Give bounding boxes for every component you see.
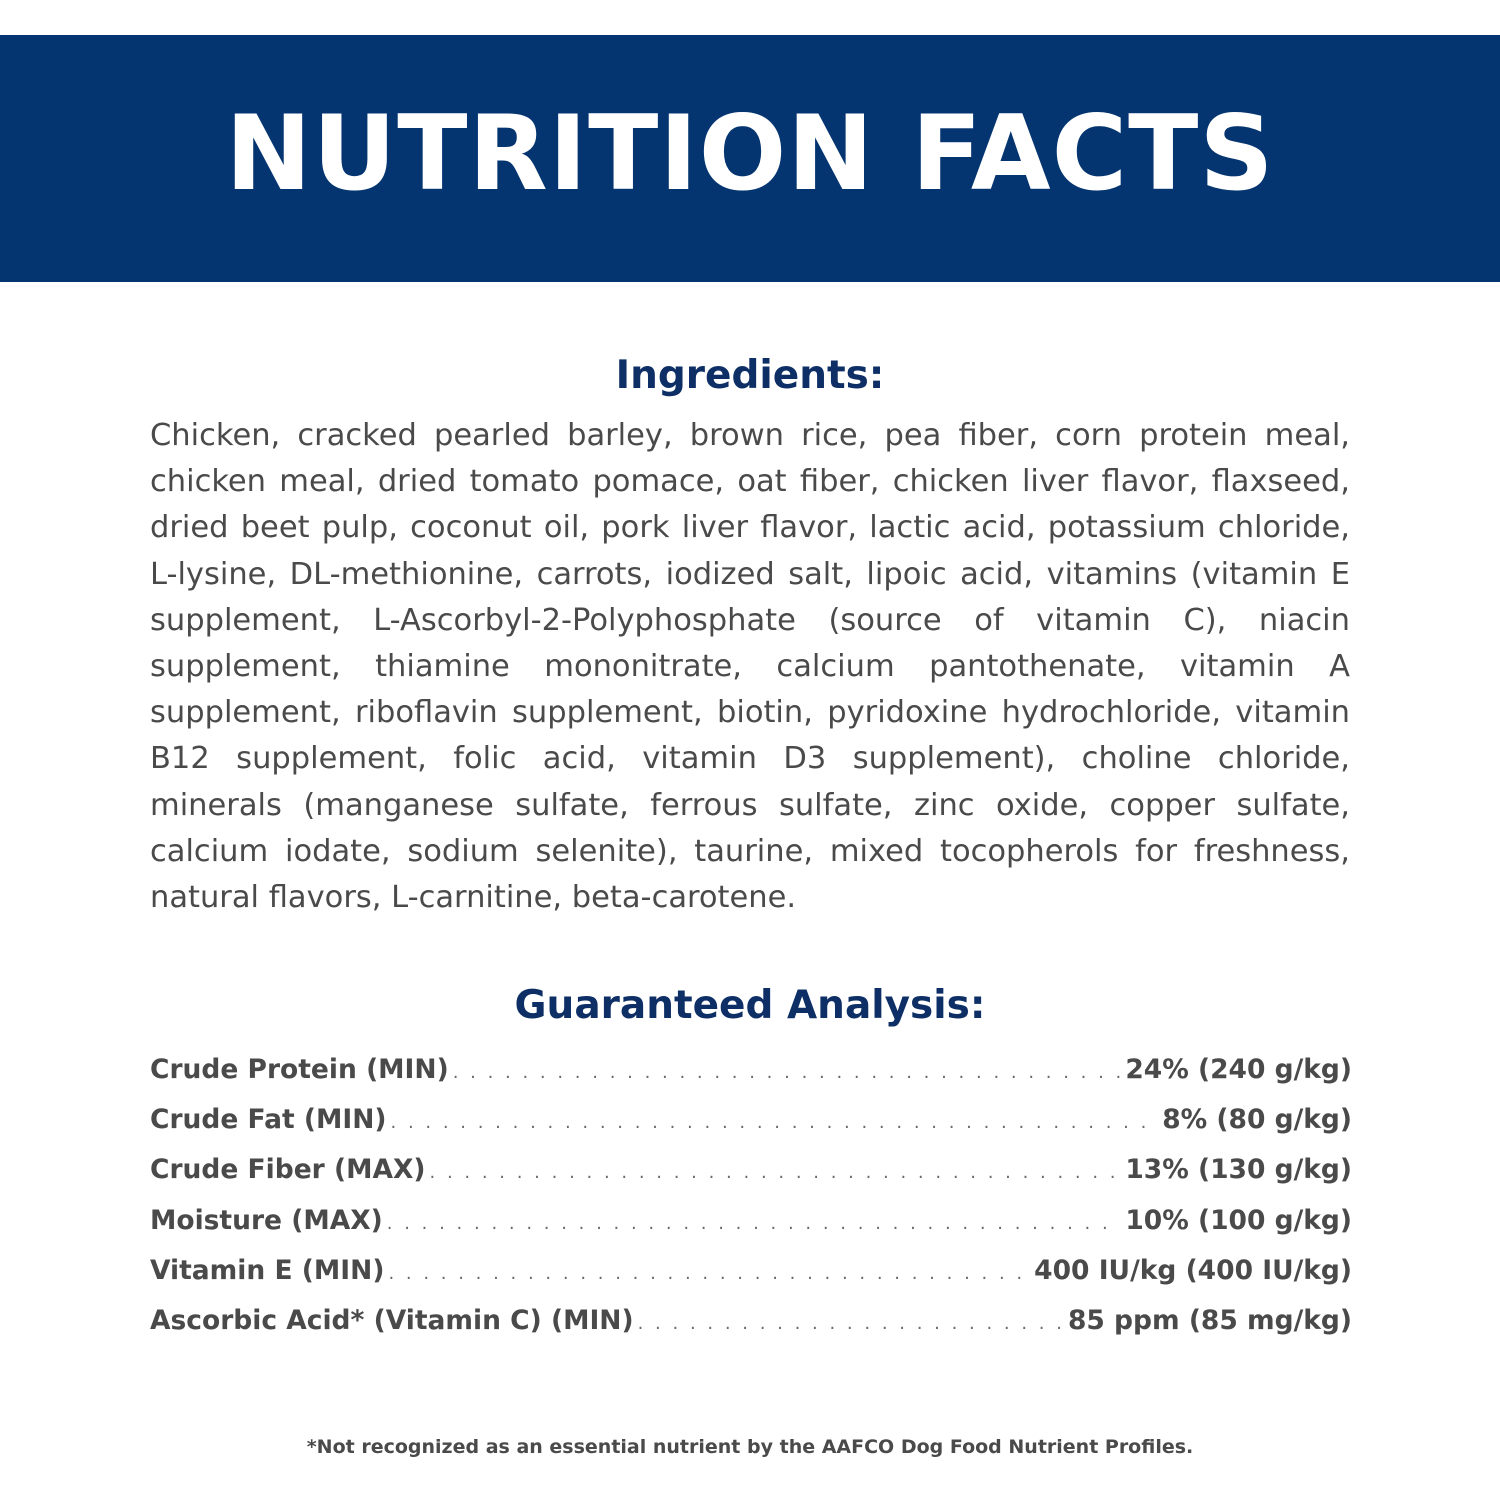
dot-leader: [638, 1305, 1064, 1336]
guaranteed-analysis-heading: Guaranteed Analysis:: [514, 983, 986, 1028]
dot-leader: [453, 1054, 1122, 1085]
analysis-value: 400 IU/kg (400 IU/kg): [1034, 1254, 1352, 1286]
analysis-label: Crude Protein (MIN): [150, 1054, 449, 1085]
analysis-row: [150, 1255, 1352, 1305]
analysis-label: Ascorbic Acid* (Vitamin C) (MIN): [150, 1304, 634, 1336]
ingredients-list: Chicken, cracked pearled barley, brown rice, pea fiber, corn protein meal, chicken meal, dried tomato pomace, oat fiber, chicken liver flavor, flaxseed, dried beet pulp, coconut oil, pork liver flavor, lactic acid, potassium chloride, L-lysine, DL-methionine, carrots, iodized salt, lipoic acid, vitamins (vitamin E supplement, L-Ascorbyl-2-Polyphosphate (source of vitamin C), niacin supplement, thiamine mononitrate, calcium pantothenate, vitamin A supplement, riboflavin supplement, biotin, pyridoxine hydrochloride, vitamin B12 supplement, folic acid, vitamin D3 supplement), choline chloride, minerals (manganese sulfate, ferrous sulfate, zinc oxide, copper sulfate, calcium iodate, sodium selenite), taurine, mixed tocopherols for freshness, natural flavors, L-carnitine, beta-carotene.: [150, 418, 1350, 916]
ingredients-heading: Ingredients:: [615, 353, 885, 398]
analysis-value: 13% (130 g/kg): [1125, 1154, 1352, 1186]
analysis-row: [150, 1054, 1352, 1104]
analysis-label: Crude Fiber (MAX): [150, 1154, 426, 1186]
analysis-row: [150, 1154, 1352, 1204]
header-band: [0, 35, 1500, 282]
dot-leader: [430, 1154, 1122, 1185]
analysis-value: 24% (240 g/kg): [1125, 1054, 1352, 1085]
analysis-value: 8% (80 g/kg): [1162, 1104, 1352, 1136]
analysis-row: [150, 1305, 1352, 1355]
analysis-label: Vitamin E (MIN): [150, 1254, 385, 1286]
analysis-label: Moisture (MAX): [150, 1204, 383, 1236]
guaranteed-analysis-table: [150, 1054, 1352, 1355]
analysis-value: 85 ppm (85 mg/kg): [1067, 1304, 1352, 1336]
analysis-row: [150, 1205, 1352, 1255]
dot-leader: [391, 1104, 1159, 1135]
analysis-label: Crude Fat (MIN): [150, 1104, 387, 1136]
dot-leader: [388, 1255, 1030, 1286]
analysis-row: [150, 1104, 1352, 1154]
analysis-value: 10% (100 g/kg): [1125, 1204, 1352, 1236]
footnote: *Not recognized as an essential nutrient by the AAFCO Dog Food Nutrient Profiles.: [306, 1436, 1194, 1458]
page-title: NUTRITION FACTS: [225, 93, 1275, 214]
dot-leader: [387, 1205, 1122, 1236]
